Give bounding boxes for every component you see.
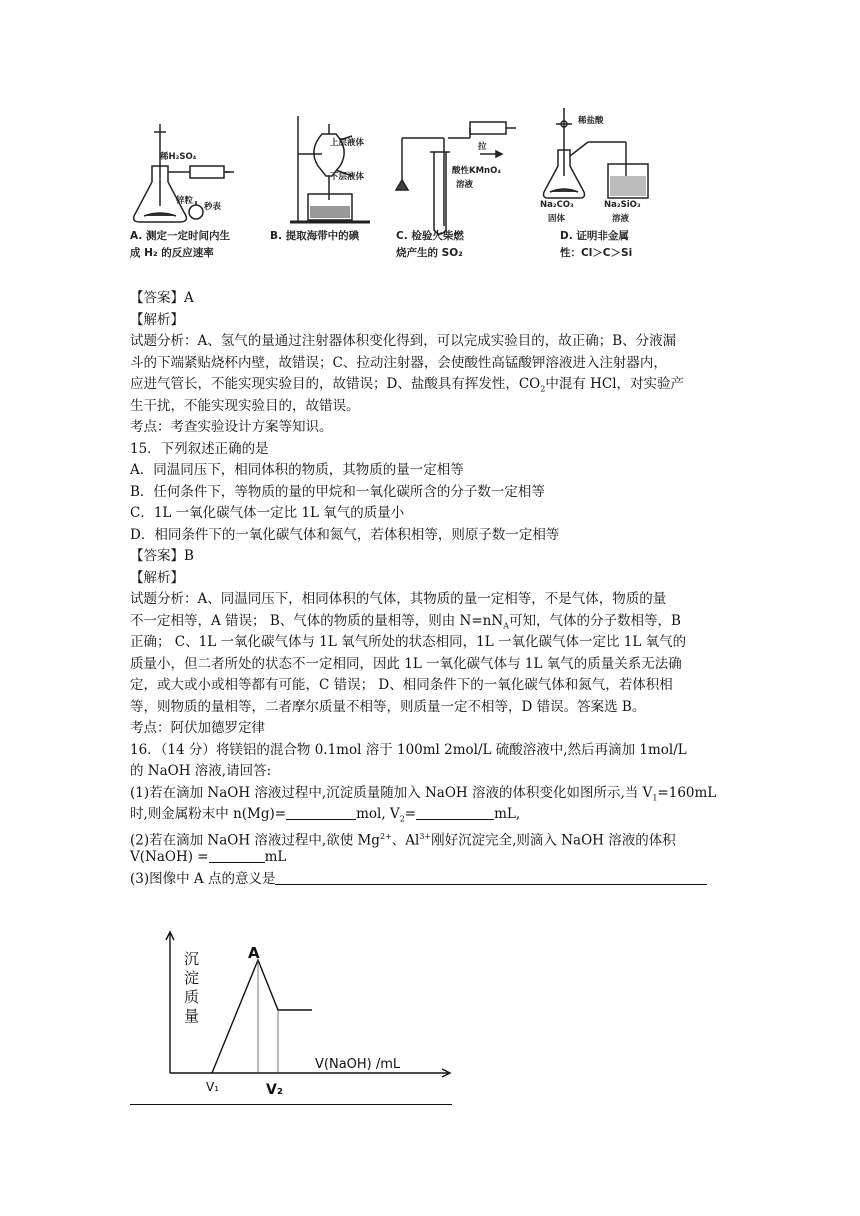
text-segment: (1)若在滴加 NaOH 溶液过程中,沉淀质量随加入 NaOH 溶液的体积变化如图所示,当 V <box>130 784 653 801</box>
question-15-option-d: D．相同条件下的一氧化碳气体和氮气，若体积相等，则原子数一定相等 <box>130 526 560 543</box>
answer-blank-point-a <box>275 870 707 885</box>
question-15-option-c: C．1L 一氧化碳气体一定比 1L 氧气的质量小 <box>130 505 405 521</box>
label-zinc: 锌粒 <box>176 196 194 206</box>
superscript: 2+ <box>379 831 392 841</box>
y-axis-label-char: 质 <box>184 988 200 1006</box>
label-dilute-h2so4: 稀H₂SO₄ <box>160 152 197 162</box>
analysis-14-line3 <box>130 374 730 396</box>
label-kmno4-solution: 溶液 <box>456 180 474 190</box>
subscript: 2 <box>399 814 405 824</box>
knowledge-point-15: 考点：阿伏加德罗定律 <box>130 720 265 736</box>
text-segment: 时,则金属粉末中 n(Mg)= <box>130 806 287 822</box>
caption-a-line1: A. 测定一定时间内生 <box>130 230 230 242</box>
label-stopwatch: 秒表 <box>204 202 222 212</box>
analysis-15-line5: 定，或大或小或相等都有可能，C 错误； D、相同条件下的一氧化碳气体和氮气，若体积相 <box>130 677 673 693</box>
figure-b-funnel <box>290 116 370 222</box>
analysis-15-line1: 试题分析：A、同温同压下，相同体积的气体，其物质的量一定相等，不是气体，物质的量 <box>130 591 667 607</box>
question-16-part1-line2 <box>130 804 730 826</box>
answer-blank-v2 <box>416 805 494 820</box>
analysis-14-line2: 斗的下端紧贴烧杯内壁，故错误；C、拉动注射器，会使酸性高锰酸钾溶液进入注射器内， <box>130 354 667 371</box>
chart-svg <box>130 928 460 1106</box>
superscript: 3+ <box>419 831 432 841</box>
label-na2sio3: Na₂SiO₃ <box>604 200 641 210</box>
text-segment: 可知，气体的分子数相等，B <box>508 612 681 629</box>
knowledge-point-14: 考点：考查实验设计方案等知识。 <box>130 419 333 435</box>
question-15-option-a: A．同温同压下，相同体积的物质，其物质的量一定相等 <box>130 462 464 478</box>
question-15-option-b: B．任何条件下，等物质的量的甲烷和一氧化碳所含的分子数一定相等 <box>130 483 545 500</box>
analysis-15-line3: 正确； C、1L 一氧化碳气体与 1L 氧气所处的状态相同，1L 一氧化碳气体一定比 1L 氧气的 <box>130 634 687 650</box>
caption-d-line2: 性：Cl＞C＞Si <box>560 247 633 259</box>
x-axis-label: V(NaOH) /mL <box>315 1057 401 1072</box>
point-label-a: A <box>248 944 260 962</box>
question-16-part2-line1 <box>130 826 730 848</box>
subscript: 2 <box>540 384 546 394</box>
subscript: 1 <box>652 793 658 803</box>
apparatus-figures <box>130 106 730 266</box>
text-segment: mL, <box>494 806 521 822</box>
series-line <box>212 960 312 1073</box>
label-na2sio3-solution: 溶液 <box>612 214 630 224</box>
analysis-15-line6: 等，则物质的量相等，二者摩尔质量不相等，则质量一定不相等，D 错误。答案选 B。 <box>130 698 646 715</box>
text-segment: mol, V <box>356 806 400 822</box>
text-segment: (3)图像中 A 点的意义是 <box>130 870 276 887</box>
analysis-15-line4: 质量小，但二者所处的状态不一定相同，因此 1L 一氧化碳气体与 1L 氧气的质量关系无法确 <box>130 655 682 672</box>
label-lower-liquid: 下层液体 <box>330 172 365 182</box>
label-dilute-hcl: 稀盐酸 <box>578 116 604 126</box>
document-body <box>130 288 730 890</box>
question-16-part1-line1 <box>130 783 730 805</box>
analysis-heading-14: 【解析】 <box>130 311 184 328</box>
answer-15: 【答案】B <box>130 548 194 564</box>
answer-14: 【答案】A <box>130 290 194 306</box>
text-segment: 应进气管长，不能实现实验目的，故错误；D、盐酸具有挥发性，CO <box>130 376 541 392</box>
y-axis-label-char: 量 <box>184 1007 200 1025</box>
text-segment: V(NaOH) = <box>130 849 209 865</box>
caption-a-line2: 成 H₂ 的反应速率 <box>130 247 214 259</box>
answer-blank-v-naoh <box>209 848 265 863</box>
analysis-heading-15: 【解析】 <box>130 569 184 586</box>
question-16-stem-line1: 16．（14 分）将镁铝的混合物 0.1mol 溶于 100ml 2mol/L 硫酸溶液中,然后再滴加 1mol/L <box>130 741 687 758</box>
analysis-14-line4: 生干扰，不能实现实验目的，故错误。 <box>130 397 360 414</box>
x-tick-v1: V₁ <box>206 1080 220 1094</box>
precipitate-chart <box>130 928 460 1106</box>
text-segment: = <box>404 806 417 822</box>
text-segment: (2)若在滴加 NaOH 溶液过程中,欲使 Mg <box>130 832 380 848</box>
question-16-stem-line2: 的 NaOH 溶液,请回答: <box>130 763 272 779</box>
text-segment: =160mL <box>657 784 717 801</box>
label-pull: 拉 <box>478 142 487 152</box>
label-acidic-kmno4: 酸性KMnO₄ <box>452 166 502 176</box>
text-segment: 不一定相等，A 错误； B、气体的物质的量相等，则由 N=nN <box>130 612 504 629</box>
text-segment: mL <box>264 849 287 865</box>
caption-c-line2: 烧产生的 SO₂ <box>396 247 463 259</box>
label-upper-liquid: 上层液体 <box>330 138 365 148</box>
x-tick-v2: V₂ <box>266 1082 283 1098</box>
caption-b: B. 提取海带中的碘 <box>270 230 360 242</box>
question-16-part3 <box>130 869 730 891</box>
text-segment: 刚好沉淀完全,则滴入 NaOH 溶液的体积 <box>431 832 676 848</box>
text-segment: 、Al <box>391 832 420 848</box>
label-na2co3: Na₂CO₃ <box>540 200 574 210</box>
question-15-stem: 15．下列叙述正确的是 <box>130 440 269 457</box>
y-axis-label-char: 淀 <box>184 969 200 987</box>
caption-d-line1: D. 证明非金属 <box>560 230 629 242</box>
footer-rule <box>130 1104 452 1105</box>
answer-blank-n-mg <box>286 805 356 820</box>
subscript: A <box>503 621 509 631</box>
caption-c-line1: C. 检验火柴燃 <box>396 230 464 242</box>
label-solid: 固体 <box>548 214 566 224</box>
y-axis-label-char: 沉 <box>184 950 200 968</box>
question-16-part2-line2 <box>130 847 730 869</box>
text-segment: 中混有 HCl，对实验产 <box>545 376 685 392</box>
analysis-15-line2 <box>130 611 730 633</box>
analysis-14-line1: 试题分析：A、氢气的量通过注射器体积变化得到，可以完成实验目的，故正确；B、分液漏 <box>130 333 677 349</box>
